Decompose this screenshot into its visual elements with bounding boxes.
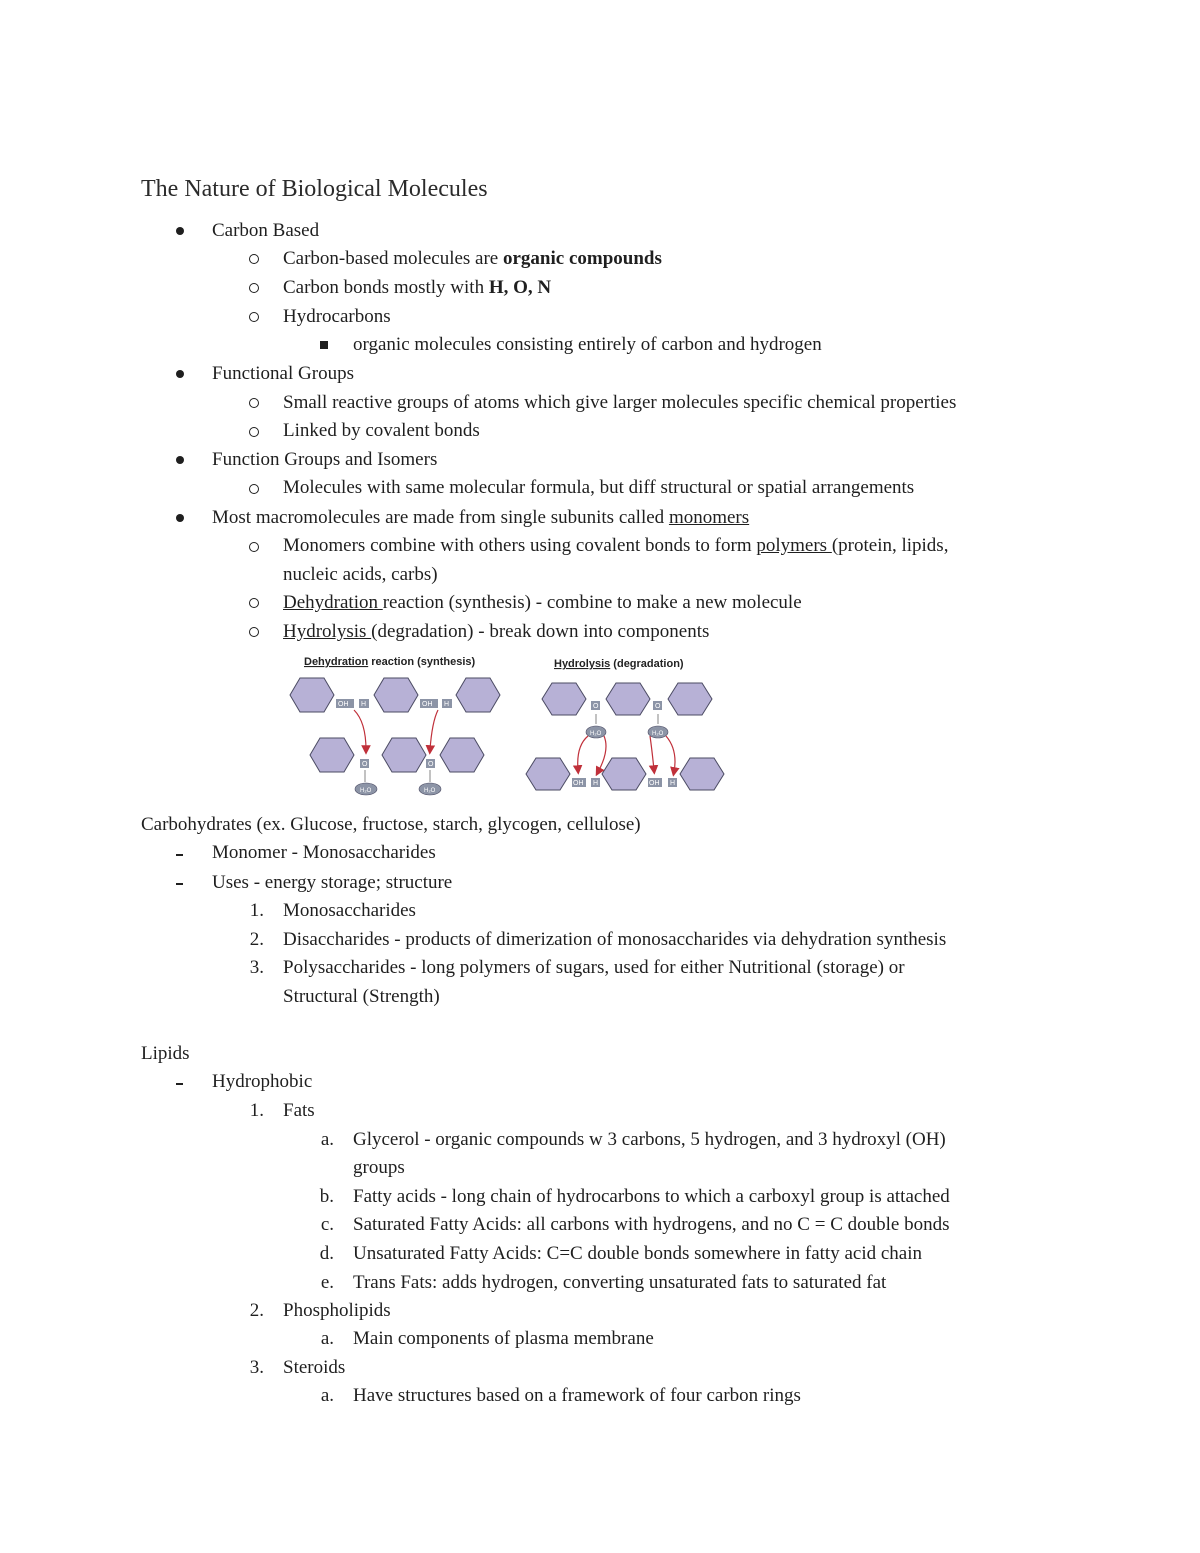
hexagon [680, 758, 724, 790]
bold-text: H, O, N [488, 277, 552, 298]
text: Most macromolecules are made from single subunits called [212, 507, 669, 528]
water-label: H₂O [424, 788, 436, 794]
text: reaction (synthesis) - combine to make a new molecule [382, 592, 802, 613]
diagram-title-hydrolysis: Hydrolysis (degradation) [554, 658, 684, 670]
water-label: H₂O [590, 731, 602, 737]
bullet-ring [249, 398, 259, 408]
bullet-dot [176, 227, 184, 235]
text: Monomers combine with others using covalent bonds to form [283, 535, 757, 556]
list-item [283, 534, 948, 558]
bullet-square [320, 341, 328, 349]
hexagon [456, 678, 500, 712]
hexagon [440, 738, 484, 772]
list-item: organic molecules consisting entirely of carbon and hydrogen [353, 334, 822, 355]
text: (degradation) - break down into components [371, 621, 710, 642]
h-label: H [593, 780, 599, 787]
list-item: Hydrophobic [212, 1071, 313, 1092]
list-item: Linked by covalent bonds [283, 420, 480, 441]
bullet-dot [176, 456, 184, 464]
hexagon [542, 683, 586, 715]
hexagon [668, 683, 712, 715]
list-letter: a. [320, 1129, 334, 1150]
bullet-ring [249, 254, 259, 264]
oh-label: OH [422, 701, 433, 708]
list-item: Uses - energy storage; structure [212, 872, 453, 893]
list-letter: c. [320, 1214, 334, 1235]
list-item [283, 620, 709, 644]
hexagon [290, 678, 334, 712]
reaction-arrow [354, 710, 366, 750]
text: Carbon-based molecules are [283, 248, 503, 269]
h-label: H [361, 701, 367, 708]
list-number: 1. [249, 900, 264, 921]
dash-bullet [176, 883, 183, 885]
list-item: Trans Fats: adds hydrogen, converting unsaturated fats to saturated fat [353, 1272, 887, 1293]
o-label: O [428, 761, 434, 768]
list-letter: a. [320, 1385, 334, 1406]
bullet-ring [249, 283, 259, 293]
bullet-ring [249, 427, 259, 437]
o-label: O [362, 761, 368, 768]
list-item: Disaccharides - products of dimerization of monosaccharides via dehydration synthesis [283, 929, 947, 950]
list-item-continuation: nucleic acids, carbs) [283, 564, 438, 585]
oh-label: OH [649, 780, 660, 787]
page-title: The Nature of Biological Molecules [141, 176, 488, 202]
list-letter: d. [319, 1243, 334, 1264]
bullet-ring [249, 627, 259, 637]
hexagon [374, 678, 418, 712]
reaction-arrow [666, 736, 675, 772]
underlined-term: monomers [668, 507, 750, 528]
list-item [283, 591, 802, 615]
reaction-arrow [650, 736, 654, 770]
reaction-arrow [578, 736, 588, 770]
list-number: 1. [249, 1100, 264, 1121]
list-number: 3. [249, 957, 264, 978]
bullet-dot [176, 514, 184, 522]
list-item: Steroids [283, 1357, 346, 1378]
reaction-diagram [280, 650, 740, 800]
bullet-ring [249, 484, 259, 494]
list-item: Molecules with same molecular formula, but diff structural or spatial arrangements [283, 477, 915, 498]
list-item: Have structures based on a framework of four carbon rings [353, 1385, 801, 1406]
list-item: Unsaturated Fatty Acids: C=C double bonds somewhere in fatty acid chain [353, 1243, 922, 1264]
list-number: 2. [249, 1300, 264, 1321]
h-label: H [444, 701, 450, 708]
bullet-ring [249, 542, 259, 552]
reaction-arrow [598, 736, 606, 772]
list-item: Fatty acids - long chain of hydrocarbons to which a carboxyl group is attached [353, 1186, 950, 1207]
water-label: H₂O [360, 788, 372, 794]
h-label: H [670, 780, 676, 787]
list-item-continuation: Structural (Strength) [283, 986, 440, 1007]
o-label: O [655, 703, 661, 710]
list-item: Monomer - Monosaccharides [212, 842, 436, 863]
oh-label: OH [338, 701, 349, 708]
bullet-dot [176, 370, 184, 378]
list-letter: b. [319, 1186, 334, 1207]
section-heading: Lipids [141, 1043, 190, 1064]
underlined-term: Hydrolysis [283, 621, 372, 642]
list-item: Phospholipids [283, 1300, 391, 1321]
list-item: Carbon Based [212, 220, 320, 241]
bold-text: organic compounds [503, 248, 662, 269]
list-item: Fats [283, 1100, 315, 1121]
oh-label: OH [573, 780, 584, 787]
list-item: Glycerol - organic compounds w 3 carbons, 5 hydrogen, and 3 hydroxyl (OH) [353, 1129, 946, 1150]
hexagon [310, 738, 354, 772]
dash-bullet [176, 1083, 183, 1085]
text: (protein, lipids, [831, 535, 949, 556]
water-label: H₂O [652, 731, 664, 737]
bullet-ring [249, 312, 259, 322]
text: Carbon bonds mostly with [283, 277, 489, 298]
section-heading: Carbohydrates (ex. Glucose, fructose, starch, glycogen, cellulose) [141, 814, 641, 835]
dash-bullet [176, 854, 183, 856]
list-number: 3. [249, 1357, 264, 1378]
hexagon [526, 758, 570, 790]
list-item: Saturated Fatty Acids: all carbons with hydrogens, and no C = C double bonds [353, 1214, 950, 1235]
list-item: Main components of plasma membrane [353, 1328, 654, 1349]
list-letter: e. [320, 1272, 334, 1293]
hexagon [602, 758, 646, 790]
list-letter: a. [320, 1328, 334, 1349]
list-item: Monosaccharides [283, 900, 416, 921]
o-label: O [593, 703, 599, 710]
hexagon [382, 738, 426, 772]
list-item: Function Groups and Isomers [212, 449, 438, 470]
list-item [283, 276, 551, 300]
diagram-title-dehydration: Dehydration reaction (synthesis) [304, 656, 476, 668]
reaction-arrow [430, 710, 438, 750]
list-number: 2. [249, 929, 264, 950]
list-item: Small reactive groups of atoms which give larger molecules specific chemical properties [283, 392, 957, 413]
list-item: Hydrocarbons [283, 306, 391, 327]
underlined-term: polymers [756, 535, 832, 556]
list-item [283, 247, 662, 271]
list-item: Polysaccharides - long polymers of sugars, used for either Nutritional (storage) or [283, 957, 905, 978]
list-item [212, 506, 749, 530]
hexagon [606, 683, 650, 715]
underlined-term: Dehydration [283, 592, 383, 613]
list-item-continuation: groups [353, 1157, 405, 1178]
bullet-ring [249, 598, 259, 608]
list-item: Functional Groups [212, 363, 354, 384]
